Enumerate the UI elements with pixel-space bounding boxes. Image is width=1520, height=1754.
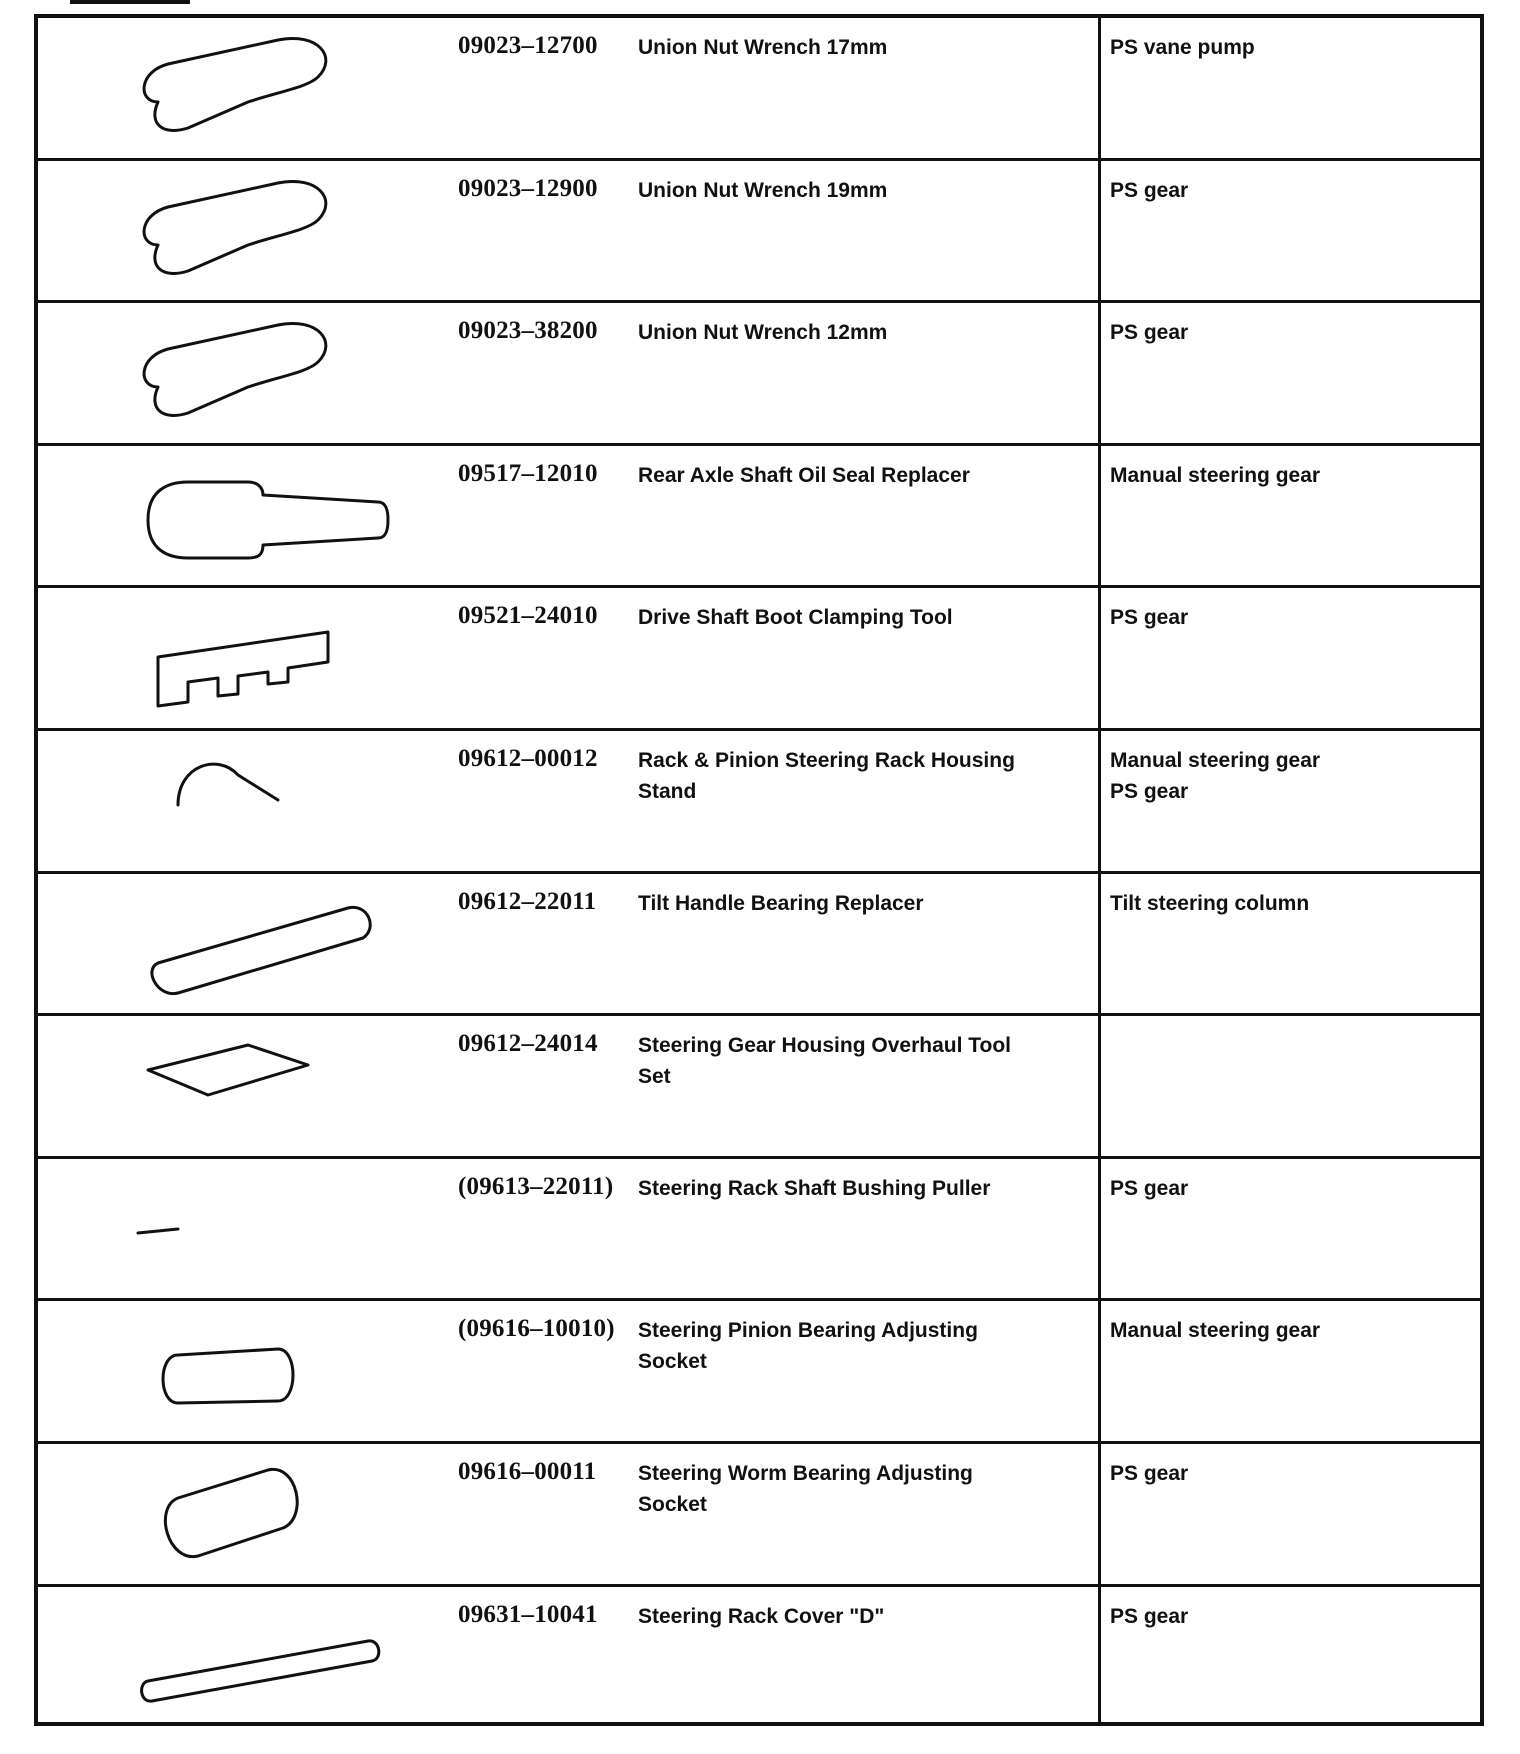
table-row bbox=[38, 588, 1480, 731]
table-row bbox=[38, 1301, 1480, 1444]
tool-name: Rear Axle Shaft Oil Seal Replacer bbox=[638, 463, 970, 487]
tool-illustration-cell bbox=[38, 161, 458, 301]
tool-name: Union Nut Wrench 17mm bbox=[638, 36, 888, 59]
housing-stand-icon bbox=[118, 745, 418, 860]
tool-illustration-cell bbox=[38, 1159, 458, 1299]
application-text: Manual steering gear bbox=[1110, 463, 1321, 487]
application-text: PS vane pump bbox=[1110, 36, 1255, 59]
application-text: PS gear bbox=[1110, 321, 1189, 345]
table-row bbox=[38, 1444, 1480, 1587]
application-text: PS gear bbox=[1110, 178, 1189, 202]
tool-illustration-cell bbox=[38, 874, 458, 1014]
application-text: PS gear bbox=[1110, 1176, 1189, 1200]
tool-name: Steering Rack Cover "D" bbox=[638, 1604, 885, 1628]
part-number: 09517–12010 bbox=[458, 459, 598, 487]
tool-name: Steering Gear Housing Overhaul Tool Set bbox=[638, 1034, 1012, 1089]
bushing-puller-icon bbox=[118, 1173, 418, 1288]
table-row bbox=[38, 1159, 1480, 1302]
part-number: 09616–00011 bbox=[458, 1457, 597, 1485]
application-cell bbox=[1110, 317, 1470, 348]
table-row bbox=[38, 18, 1480, 161]
worm-bearing-socket-icon bbox=[118, 1458, 418, 1573]
application-cell bbox=[1110, 460, 1470, 491]
application-text: PS gear bbox=[1110, 606, 1189, 630]
tool-illustration-cell bbox=[38, 1587, 458, 1730]
tool-illustration-cell bbox=[38, 1444, 458, 1584]
part-number: (09616–10010) bbox=[458, 1315, 615, 1343]
tool-name: Drive Shaft Boot Clamping Tool bbox=[638, 606, 953, 630]
table-row bbox=[38, 874, 1480, 1017]
tool-illustration-cell bbox=[38, 731, 458, 871]
union-nut-wrench-icon bbox=[118, 32, 418, 147]
tool-name: Tilt Handle Bearing Replacer bbox=[638, 891, 924, 915]
part-number: (09613–22011) bbox=[458, 1172, 614, 1200]
adjusting-socket-icon bbox=[118, 1315, 418, 1430]
tool-name: Steering Pinion Bearing Adjusting Socket bbox=[638, 1319, 978, 1374]
part-number: 09612–00012 bbox=[458, 744, 598, 772]
tool-illustration-cell bbox=[38, 303, 458, 443]
application-cell bbox=[1110, 888, 1470, 919]
table-row bbox=[38, 731, 1480, 874]
application-cell bbox=[1110, 745, 1470, 807]
part-number: 09631–10041 bbox=[458, 1600, 598, 1628]
application-cell bbox=[1110, 32, 1470, 63]
rack-cover-rod-icon bbox=[118, 1601, 418, 1716]
tool-name: Union Nut Wrench 19mm bbox=[638, 178, 888, 202]
tool-name: Steering Worm Bearing Adjusting Socket bbox=[638, 1461, 973, 1516]
table-row bbox=[38, 1587, 1480, 1730]
application-cell bbox=[1110, 175, 1470, 206]
union-nut-wrench-icon bbox=[118, 175, 418, 290]
application-text: PS gear bbox=[1110, 779, 1189, 803]
part-number: 09023–38200 bbox=[458, 317, 598, 345]
tool-illustration-cell bbox=[38, 1016, 458, 1156]
application-text: PS gear bbox=[1110, 1461, 1189, 1485]
union-nut-wrench-icon bbox=[118, 317, 418, 432]
application-text: Tilt steering column bbox=[1110, 891, 1310, 915]
tool-illustration-cell bbox=[38, 1301, 458, 1441]
application-cell bbox=[1110, 1458, 1470, 1489]
tool-illustration-cell bbox=[38, 18, 458, 158]
part-number: 09023–12700 bbox=[458, 32, 598, 59]
page-top-mark bbox=[70, 0, 190, 4]
application-cell bbox=[1110, 602, 1470, 633]
application-cell bbox=[1110, 1601, 1470, 1632]
tool-name: Steering Rack Shaft Bushing Puller bbox=[638, 1176, 991, 1200]
application-cell bbox=[1110, 1173, 1470, 1204]
application-text: Manual steering gear bbox=[1110, 1319, 1321, 1343]
special-tools-table bbox=[34, 14, 1484, 1726]
oil-seal-replacer-icon bbox=[118, 460, 418, 575]
boot-clamping-tool-icon bbox=[118, 602, 418, 717]
tool-illustration-cell bbox=[38, 588, 458, 728]
application-text: Manual steering gear bbox=[1110, 748, 1321, 772]
application-text: PS gear bbox=[1110, 1604, 1189, 1628]
part-number: 09612–24014 bbox=[458, 1030, 598, 1058]
tool-illustration-cell bbox=[38, 446, 458, 586]
overhaul-tool-set-icon bbox=[118, 1030, 418, 1145]
table-row bbox=[38, 303, 1480, 446]
table-row bbox=[38, 446, 1480, 589]
tool-name: Union Nut Wrench 12mm bbox=[638, 321, 888, 345]
table-row bbox=[38, 161, 1480, 304]
part-number: 09612–22011 bbox=[458, 887, 597, 915]
part-number: 09023–12900 bbox=[458, 174, 598, 202]
table-row bbox=[38, 1016, 1480, 1159]
application-cell bbox=[1110, 1315, 1470, 1346]
part-number: 09521–24010 bbox=[458, 602, 598, 630]
tool-name: Rack & Pinion Steering Rack Housing Stand bbox=[638, 748, 1015, 803]
bearing-replacer-icon bbox=[118, 888, 418, 1003]
